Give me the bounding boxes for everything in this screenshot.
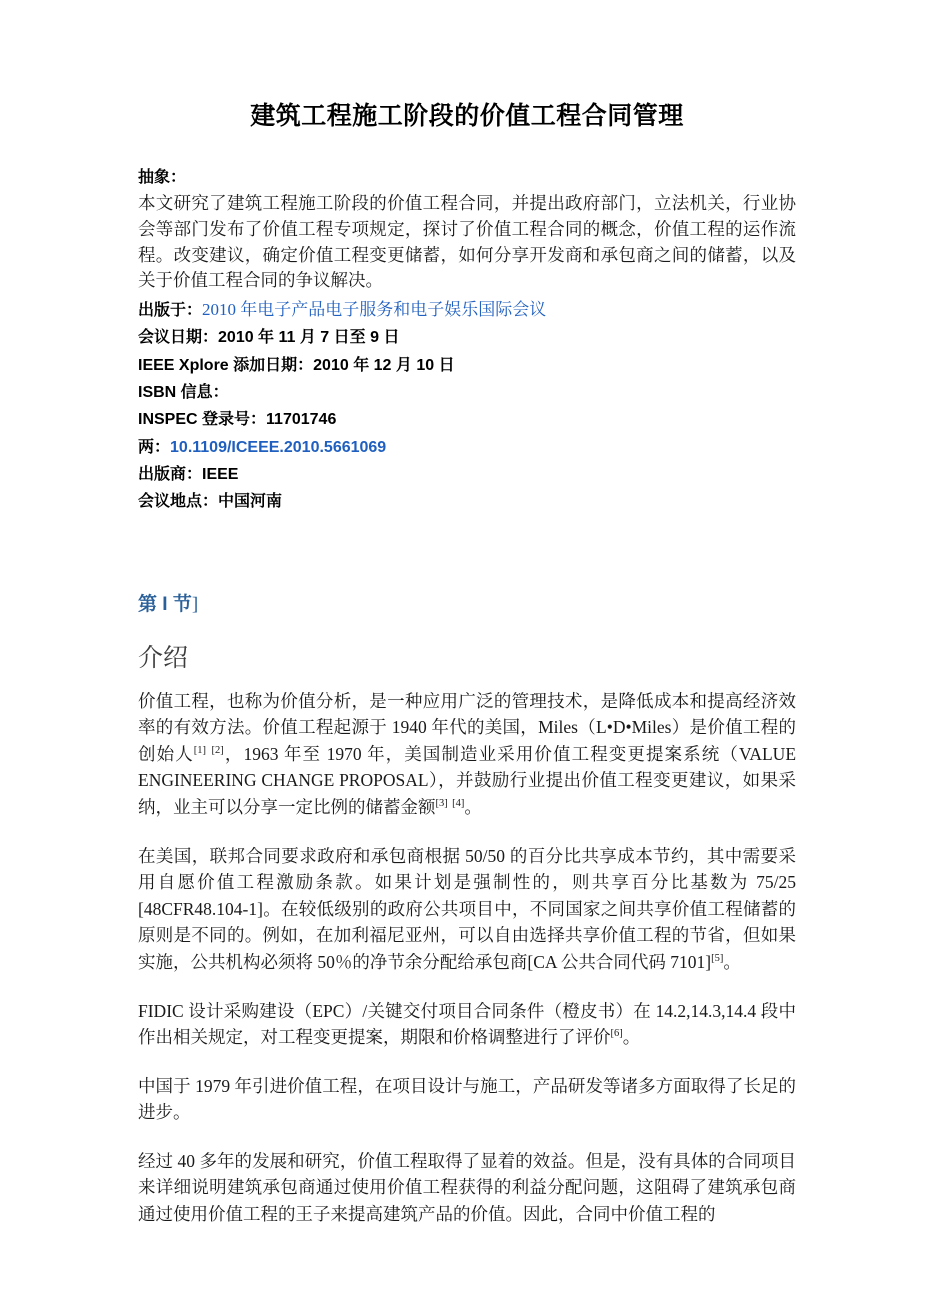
reference-marker[interactable]: [3]	[435, 798, 448, 810]
reference-marker[interactable]: [2]	[211, 744, 224, 756]
section-number	[138, 589, 796, 616]
metadata-label-location: 会议地点：	[138, 493, 219, 511]
metadata-row-conference-date	[138, 323, 796, 350]
metadata-row-isbn	[138, 378, 796, 405]
metadata-row-published	[138, 296, 796, 323]
metadata-block	[138, 166, 796, 515]
metadata-label-doi: 两：	[138, 438, 171, 456]
metadata-label-xplore-date: IEEE Xplore 添加日期：	[138, 356, 314, 374]
section-heading: 介绍	[138, 644, 189, 672]
abstract-label: 抽象：	[138, 169, 187, 186]
metadata-row-xplore-date	[138, 351, 796, 378]
metadata-value-published[interactable]: 2010 年电子产品电子服务和电子娱乐国际会议	[202, 300, 547, 320]
metadata-row-location	[138, 487, 796, 514]
metadata-value-conference-date: 2010 年 11 月 7 日至 9 日	[218, 329, 400, 347]
metadata-row-publisher	[138, 460, 796, 487]
paragraph: 中国于 1979 年引进价值工程，在项目设计与施工，产品研发等诸多方面取得了长足的进步。	[138, 1075, 796, 1123]
metadata-label-publisher: 出版商：	[138, 465, 203, 483]
reference-marker[interactable]: [1]	[193, 744, 207, 756]
section-number-text: 第 I 节	[138, 593, 192, 615]
reference-marker[interactable]: [4]	[452, 798, 465, 810]
metadata-value-xplore-date: 2010 年 12 月 10 日	[313, 356, 455, 374]
metadata-row-doi	[138, 433, 796, 460]
metadata-label-published: 出版于：	[138, 302, 203, 320]
metadata-value-location: 中国河南	[218, 493, 283, 511]
metadata-value-inspec: 11701746	[266, 411, 337, 429]
reference-marker[interactable]: [6]	[610, 1028, 623, 1040]
metadata-label-inspec: INSPEC 登录号：	[138, 411, 267, 429]
paragraph: 经过 40 多年的发展和研究，价值工程取得了显着的效益。但是，没有具体的合同项目来详细说明建筑承包商通过使用价值工程获得的利益分配问题，这阻碍了建筑承包商通过使用价值工程的王子来提高建筑产品的价值。因此，合同中价值工程的	[138, 1150, 796, 1225]
paragraph: 在美国，联邦合同要求政府和承包商根据 50/50 的百分比共享成本节约，其中需要采用自愿价值工程激励条款。如果计划是强制性的，则共享百分比基数为 75/25 [48CFR48.104-1]。在较低级别的政府公共项目中，不同国家之间共享价值工程储蓄的原则是不同的。例如，在加利福尼亚州，可以自由选择共享价值工程的节省，但如果实施，公共机构必须将 50％的净节余分配给承包商[CA 公共合同代码 7101][5]。	[138, 845, 796, 972]
metadata-row-inspec	[138, 405, 796, 432]
section-body	[138, 688, 796, 1228]
page-title: 建筑工程施工阶段的价值工程合同管理	[250, 102, 684, 130]
paragraph: 价值工程，也称为价值分析，是一种应用广泛的管理技术，是降低成本和提高经济效率的有效方法。价值工程起源于 1940 年代的美国，Miles（L•D•Miles）是价值工程的创始人[1] [2]，1963 年至 1970 年，美国制造业采用价值工程变更提案系统（VALUE ENGINEERING CHANGE PROPOSAL），并鼓励行业提出价值工程变更建议，如果采纳，业主可以分享一定比例的储蓄金额[3] [4]。	[138, 690, 797, 817]
paragraph: FIDIC 设计采购建设（EPC）/关键交付项目合同条件（橙皮书）在 14.2,14.3,14.4 段中作出相关规定，对工程变更提案，期限和价格调整进行了评价[6]。	[138, 1000, 796, 1048]
metadata-value-doi[interactable]: 10.1109/ICEEE.2010.5661069	[170, 438, 387, 456]
reference-marker[interactable]: [5]	[711, 953, 724, 965]
metadata-label-isbn: ISBN 信息：	[138, 384, 229, 401]
metadata-label-conference-date: 会议日期：	[138, 329, 219, 347]
metadata-value-publisher: IEEE	[202, 465, 239, 483]
abstract-text: 本文研究了建筑工程施工阶段的价值工程合同，并提出政府部门，立法机关，行业协会等部门发布了价值工程专项规定，探讨了价值工程合同的概念，价值工程的运作流程。改变建议，确定价值工程变更储蓄，如何分享开发商和承包商之间的储蓄，以及关于价值工程合同的争议解决。	[138, 193, 796, 291]
section-number-bracket: ]	[191, 593, 199, 615]
